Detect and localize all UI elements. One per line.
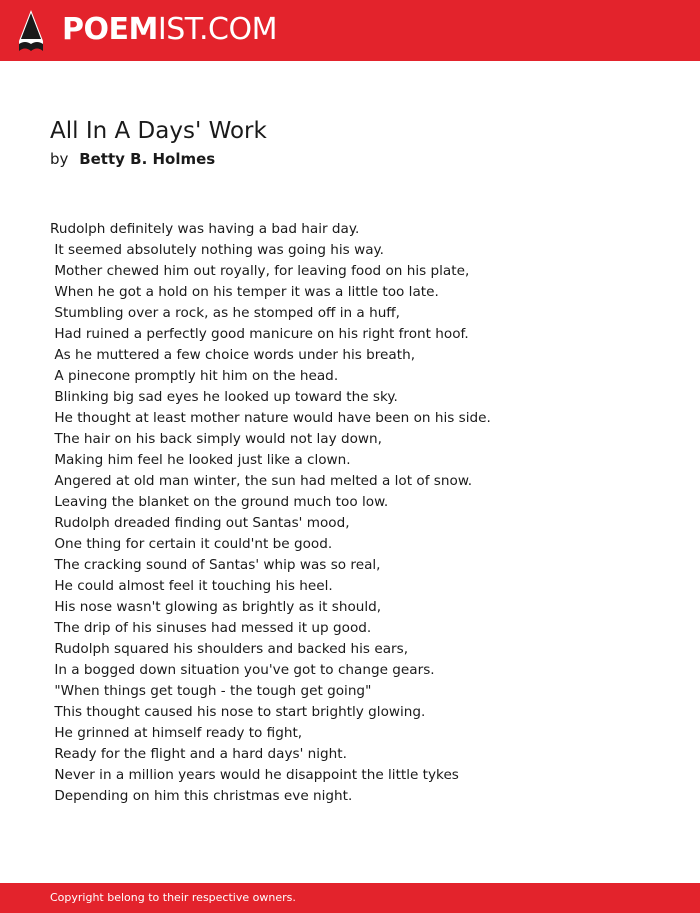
poem-line: He could almost feel it touching his heel. [50,578,333,594]
poem-line: Had ruined a perfectly good manicure on his right front hoof. [50,326,469,342]
poem-line: One thing for certain it could'nt be good. [50,536,333,552]
poem-line: A pinecone promptly hit him on the head. [50,368,339,384]
poem-line: The hair on his back simply would not lay down, [50,431,382,447]
poem-line: Depending on him this christmas eve night. [50,788,353,804]
copyright-text: Copyright belong to their respective owners. [50,891,296,904]
poem-line: The cracking sound of Santas' whip was so real, [50,557,381,573]
site-footer [0,883,700,913]
poem-line: Leaving the blanket on the ground much too low. [50,494,389,510]
poem-line: Mother chewed him out royally, for leaving food on his plate, [50,263,470,279]
poem-line: As he muttered a few choice words under his breath, [50,347,416,363]
poem-line: Rudolph squared his shoulders and backed his ears, [50,641,409,657]
site-logo[interactable] [62,12,277,48]
logo-bold-text: POEM [62,12,158,47]
poem-line: This thought caused his nose to start brightly glowing. [50,704,426,720]
by-label: by [50,150,69,168]
logo-light-text: IST.COM [157,12,277,47]
poem-line: The drip of his sinuses had messed it up good. [50,620,372,636]
poem-title: All In A Days' Work [50,118,267,144]
poem-line: Blinking big sad eyes he looked up toward the sky. [50,389,398,405]
poem-line: He thought at least mother nature would have been on his side. [50,410,491,426]
poem-line: Making him feel he looked just like a clown. [50,452,351,468]
pencil-icon [18,9,44,53]
poem-line: Rudolph definitely was having a bad hair day. [50,221,360,237]
poem-line: Ready for the flight and a hard days' night. [50,746,347,762]
poem-line: "When things get tough - the tough get going" [50,683,372,699]
poem-line: He grinned at himself ready to fight, [50,725,303,741]
poem-line: In a bogged down situation you've got to change gears. [50,662,435,678]
poem-line: It seemed absolutely nothing was going his way. [50,242,384,258]
poem-line: Angered at old man winter, the sun had melted a lot of snow. [50,473,473,489]
poem-line: His nose wasn't glowing as brightly as it should, [50,599,382,615]
site-header [0,0,700,61]
poem-line: Rudolph dreaded finding out Santas' mood, [50,515,350,531]
poem-line: Never in a million years would he disappoint the little tykes [50,767,459,783]
poem-line: Stumbling over a rock, as he stomped off in a huff, [50,305,400,321]
poem-body [50,219,670,807]
poem-byline [50,148,215,170]
author-name: Betty B. Holmes [79,150,216,168]
poem-line: When he got a hold on his temper it was a little too late. [50,284,439,300]
